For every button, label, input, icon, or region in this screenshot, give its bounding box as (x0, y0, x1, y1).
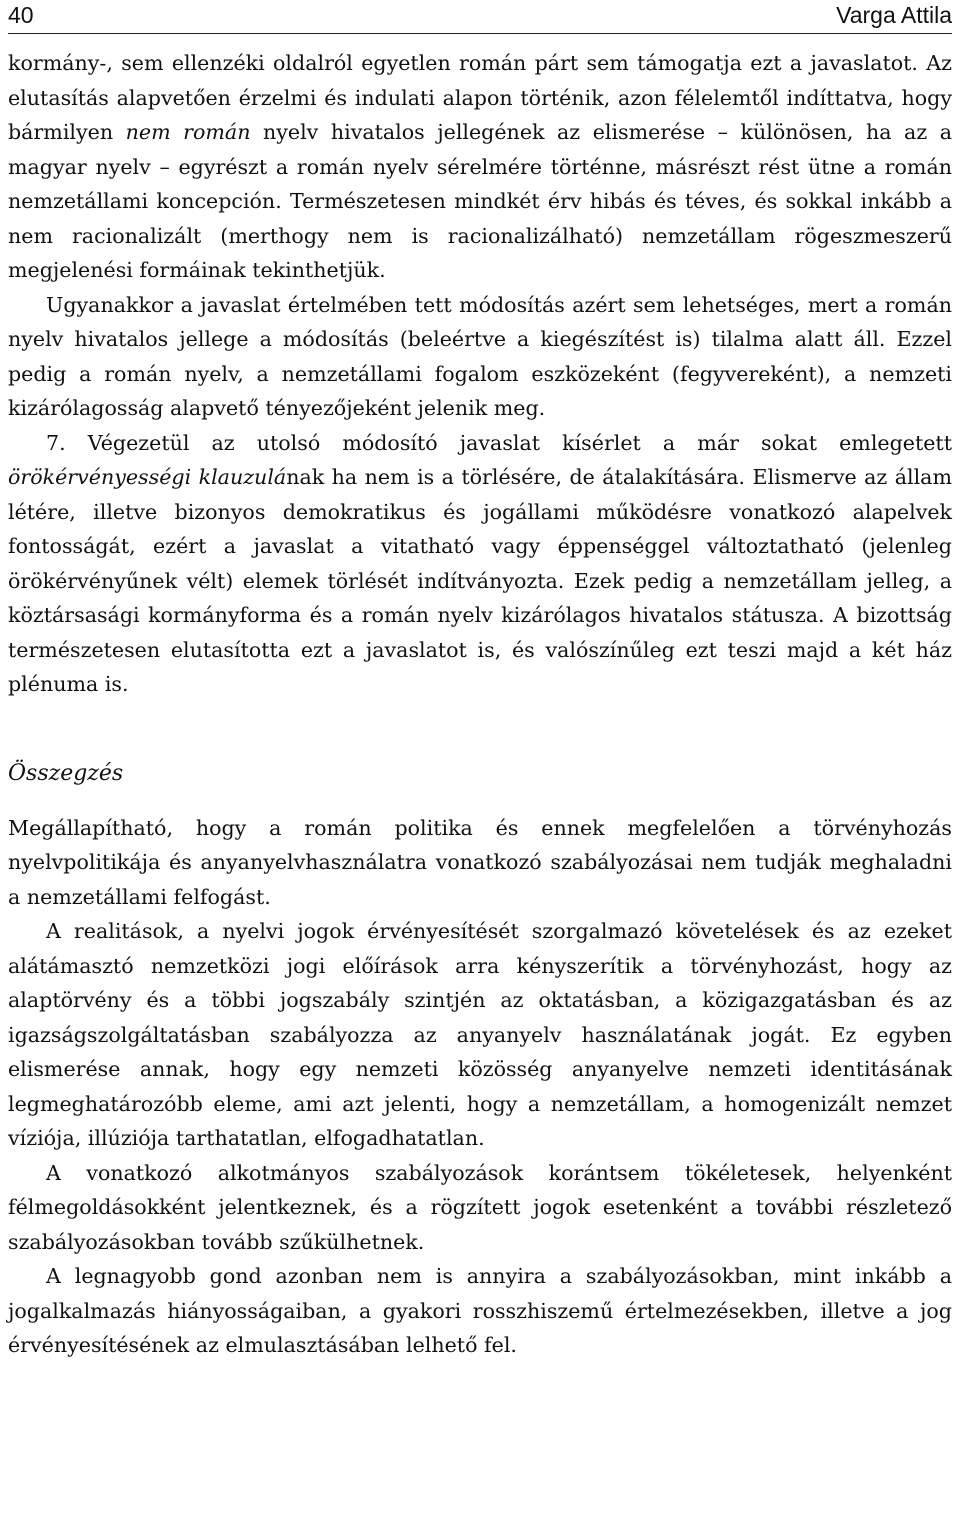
header-divider (8, 33, 952, 34)
paragraph-continuation (8, 46, 952, 288)
running-author: Varga Attila (836, 2, 952, 28)
paragraph: Ugyanakkor a javaslat értelmében tett módosítás azért sem lehetséges, mert a román nyelv hivatalos jellege a módosítás (beleértve a kiegészítést is) tilalma alatt áll. Ezzel pedig a román nyelv, a nemzetállami fogalom eszközeként (fegyvereként), a nemzeti kizárólagosság alapvető tényezőjeként jelenik meg. (8, 292, 952, 420)
paragraph-text: kormány-, sem ellenzéki oldalról egyetlen román párt sem támogatja ezt a javaslatot. Az elutasítás alapvetően érzelmi és indulati alapon történik, azon félelemtől indíttatva, hogy bármilyen (8, 51, 952, 144)
emphasis-text: örökérvényességi klauzulá (8, 465, 287, 489)
section-heading: Összegzés (8, 760, 124, 786)
page-number: 40 (8, 2, 34, 28)
paragraph: A realitások, a nyelvi jogok érvényesítését szorgalmazó követelések és az ezeket alátámasztó nemzetközi jogi előírások arra kényszerítik a törvényhozást, hogy az alaptörvény és a többi jogszabály szintjén az oktatásban, a közigazgatásban és az igazságszolgáltatásban szabályozza az anyanyelv használatának jogát. Ez egyben elismerése annak, hogy egy nemzeti közösség anyanyelve nemzeti identitásának legmeghatározóbb eleme, ami azt jelenti, hogy a nemzetállam, a homogenizált nemzet víziója, illúziója tarthatatlan, elfogadhatatlan. (8, 919, 952, 1150)
paragraph: A legnagyobb gond azonban nem is annyira a szabályozásokban, mint inkább a jogalkalmazás hiányosságaiban, a gyakori rosszhiszemű értelmezésekben, illetve a jog érvényesítésének az elmulasztásában lelhető fel. (8, 1264, 952, 1357)
paragraph: A vonatkozó alkotmányos szabályozások korántsem tökéletesek, helyenként félmegoldásokként jelentkeznek, és a rögzített jogok esetenként a további részletező szabályozásokban tovább szűkülhetnek. (8, 1160, 952, 1254)
page-header (8, 0, 952, 32)
paragraph-text: nak ha nem is a törlésére, de átalakítására. Elismerve az állam létére, illetve bizonyos demokratikus és jogállami működésre vonatkozó alapelvek fontosságát, ezért a javaslat a vitatható vagy éppenséggel változtatható (jelenleg örökérvényűnek vélt) elemek törlését indítványozta. Ezek pedig a nemzetállam jelleg, a köztársasági kormányforma és a román nyelv kizárólagos hivatalos státusza. A bizottság természetesen elutasította ezt a javaslatot is, és valószínűleg ezt teszi majd a két ház plénuma is. (8, 465, 952, 696)
paragraph: Megállapítható, hogy a román politika és ennek megfelelően a törvényhozás nyelvpolitikája és anyanyelvhasználatra vonatkozó szabályozásai nem tudják meghaladni a nemzetállami felfogást. (8, 815, 952, 909)
page-body (8, 46, 952, 1363)
emphasis-text: nem román (125, 120, 251, 144)
paragraph-text: nyelv hivatalos jellegének az elismerése – különösen, ha az a magyar nyelv – egyrészt a román nyelv sérelmére történne, másrészt rést ütne a román nemzetállami koncepción. Természetesen mindkét érv hibás és téves, és sokkal inkább a nem racionalizált (merthogy nem is racionalizálható) nemzetállam rögeszmeszerű megjelenési formáinak tekinthetjük. (8, 120, 953, 282)
paragraph-text: 7. Végezetül az utolsó módosító javaslat kísérlet a már sokat emlegetett (46, 430, 952, 455)
paragraph-numbered (8, 426, 952, 702)
